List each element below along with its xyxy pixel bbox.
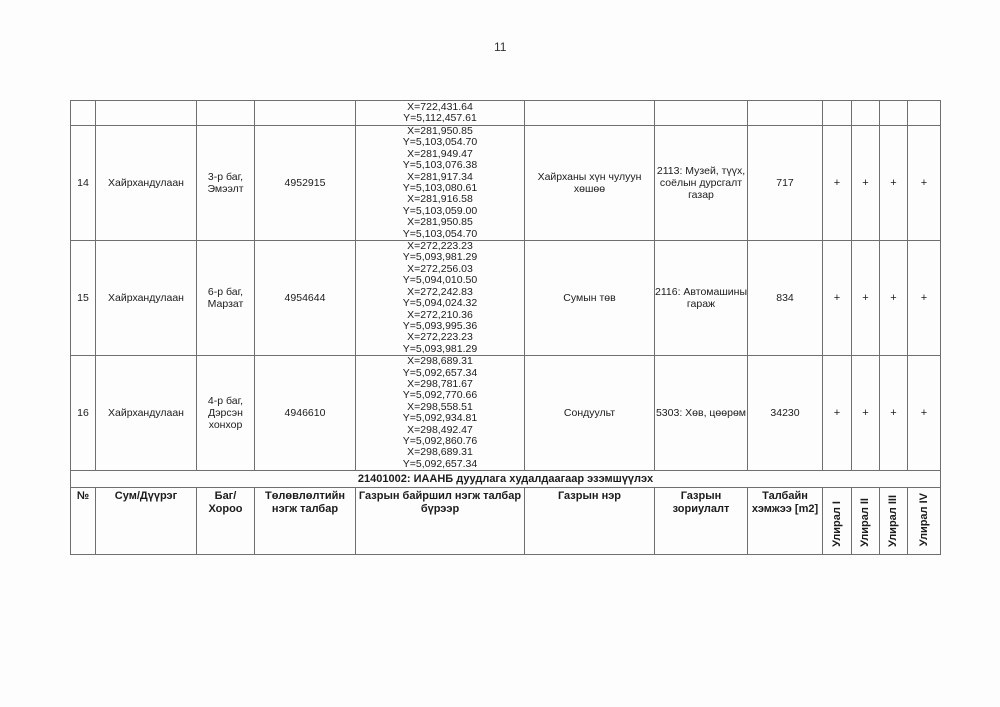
quarter-1-mark: + (823, 126, 852, 241)
header-quarter-2-label: Улирал II (859, 497, 872, 547)
coordinate: Y=5,092,934.81 (402, 412, 478, 425)
bag-name: 6-р баг, Марзат (197, 241, 255, 356)
quarter-3-mark: + (880, 241, 908, 356)
header-area: Талбайн хэмжээ [m2] (748, 488, 823, 555)
header-quarter-4 (908, 488, 941, 555)
header-sum: Сум/Дүүрэг (96, 488, 197, 555)
page-number: 11 (494, 40, 507, 54)
section-header-row (71, 471, 941, 488)
header-bag: Баг/ Хороо (197, 488, 255, 555)
header-quarter-1-label: Улирал I (830, 500, 843, 547)
header-location: Газрын байршил нэгж талбар бүрээр (356, 488, 525, 555)
coordinate-cell (356, 356, 525, 471)
sum-name: Хайрхандулаан (96, 126, 197, 241)
quarter-1-mark: + (823, 241, 852, 356)
quarter-2-mark: + (852, 126, 880, 241)
coordinate: Y=5,092,657.34 (402, 457, 478, 470)
area-value: 717 (748, 126, 823, 241)
section-title: 21401002: ИААНБ дуудлага худалдаагаар эзэмшүүлэх (71, 471, 941, 488)
coordinate: X=281,917.34 (407, 170, 473, 183)
coordinate: Y=5,094,010.50 (402, 274, 478, 287)
quarter-4-mark: + (908, 356, 941, 471)
bag-name: 4-р баг, Дэрсэн хонхор (197, 356, 255, 471)
land-purpose: 2116: Автомашины гараж (655, 241, 748, 356)
table-row (71, 241, 941, 356)
coordinate: Y=5,092,657.34 (402, 366, 478, 379)
table-row (71, 356, 941, 471)
row-number: 15 (71, 241, 96, 356)
header-purpose: Газрын зориулалт (655, 488, 748, 555)
coordinate: Y=5,103,076.38 (402, 159, 478, 172)
quarter-3-mark: + (880, 356, 908, 471)
header-name: Газрын нэр (525, 488, 655, 555)
coordinate: Y=5,093,981.29 (402, 342, 478, 355)
row-number: 16 (71, 356, 96, 471)
coordinate: Y=5,112,457.61 (403, 112, 477, 124)
coordinate: X=272,210.36 (407, 308, 473, 321)
coordinate: X=281,949.47 (407, 147, 473, 160)
land-name: Сумын төв (525, 241, 655, 356)
quarter-2-mark: + (852, 241, 880, 356)
sum-name: Хайрхандулаан (96, 356, 197, 471)
sum-name: Хайрхандулаан (96, 241, 197, 356)
area-value: 34230 (748, 356, 823, 471)
bag-name: 3-р баг, Эмээлт (197, 126, 255, 241)
coordinate: X=272,223.23 (407, 240, 473, 253)
coordinate: X=722,431.64 (407, 100, 473, 113)
coordinate: X=272,256.03 (407, 262, 473, 275)
quarter-4-mark: + (908, 241, 941, 356)
quarter-4-mark: + (908, 126, 941, 241)
unit-parcel: 4954644 (255, 241, 356, 356)
coordinate-cell (356, 126, 525, 241)
coordinate: X=298,689.31 (407, 355, 473, 368)
header-unit: Төлөвлөлтийн нэгж талбар (255, 488, 356, 555)
area-value: 834 (748, 241, 823, 356)
header-no: № (71, 488, 96, 555)
header-quarter-4-label: Улирал IV (917, 493, 930, 547)
land-purpose: 5303: Хөв, цөөрөм (655, 356, 748, 471)
coordinate: Y=5,092,770.66 (402, 389, 478, 402)
coordinate: Y=5,103,054.70 (402, 136, 478, 149)
coordinate: X=281,916.58 (407, 193, 473, 206)
quarter-3-mark: + (880, 126, 908, 241)
quarter-1-mark: + (823, 356, 852, 471)
coordinate-cell (356, 241, 525, 356)
coordinate: X=272,223.23 (407, 331, 473, 344)
coordinate: Y=5,103,054.70 (402, 227, 478, 240)
coordinate: Y=5,093,981.29 (402, 251, 478, 264)
coordinate: Y=5,092,860.76 (402, 434, 478, 447)
coordinate: X=298,781.67 (407, 377, 473, 390)
coordinate: X=298,558.51 (407, 400, 473, 413)
coordinate-cell (356, 101, 525, 126)
coordinate: X=298,492.47 (407, 423, 473, 436)
coordinate: X=272,242.83 (407, 285, 473, 298)
coordinate: Y=5,103,059.00 (402, 204, 478, 217)
land-name: Сондуульт (525, 356, 655, 471)
table-row (71, 126, 941, 241)
continued-row (71, 101, 941, 126)
column-header-row (71, 488, 941, 555)
header-quarter-3-label: Улирал III (887, 494, 900, 547)
land-name: Хайрханы хүн чулуун хөшөө (525, 126, 655, 241)
coordinate: X=298,689.31 (407, 446, 473, 459)
header-quarter-1 (823, 488, 852, 555)
unit-parcel: 4952915 (255, 126, 356, 241)
coordinate: X=281,950.85 (407, 125, 473, 137)
header-quarter-2 (852, 488, 880, 555)
unit-parcel: 4946610 (255, 356, 356, 471)
coordinate: Y=5,093,995.36 (402, 319, 478, 332)
land-allocation-table (70, 100, 941, 555)
land-purpose: 2113: Музей, түүх, соёлын дурсгалт газар (655, 126, 748, 241)
coordinate: Y=5,103,080.61 (402, 182, 478, 195)
quarter-2-mark: + (852, 356, 880, 471)
coordinate: X=281,950.85 (407, 216, 473, 229)
coordinate: Y=5,094,024.32 (402, 297, 478, 310)
row-number: 14 (71, 126, 96, 241)
header-quarter-3 (880, 488, 908, 555)
